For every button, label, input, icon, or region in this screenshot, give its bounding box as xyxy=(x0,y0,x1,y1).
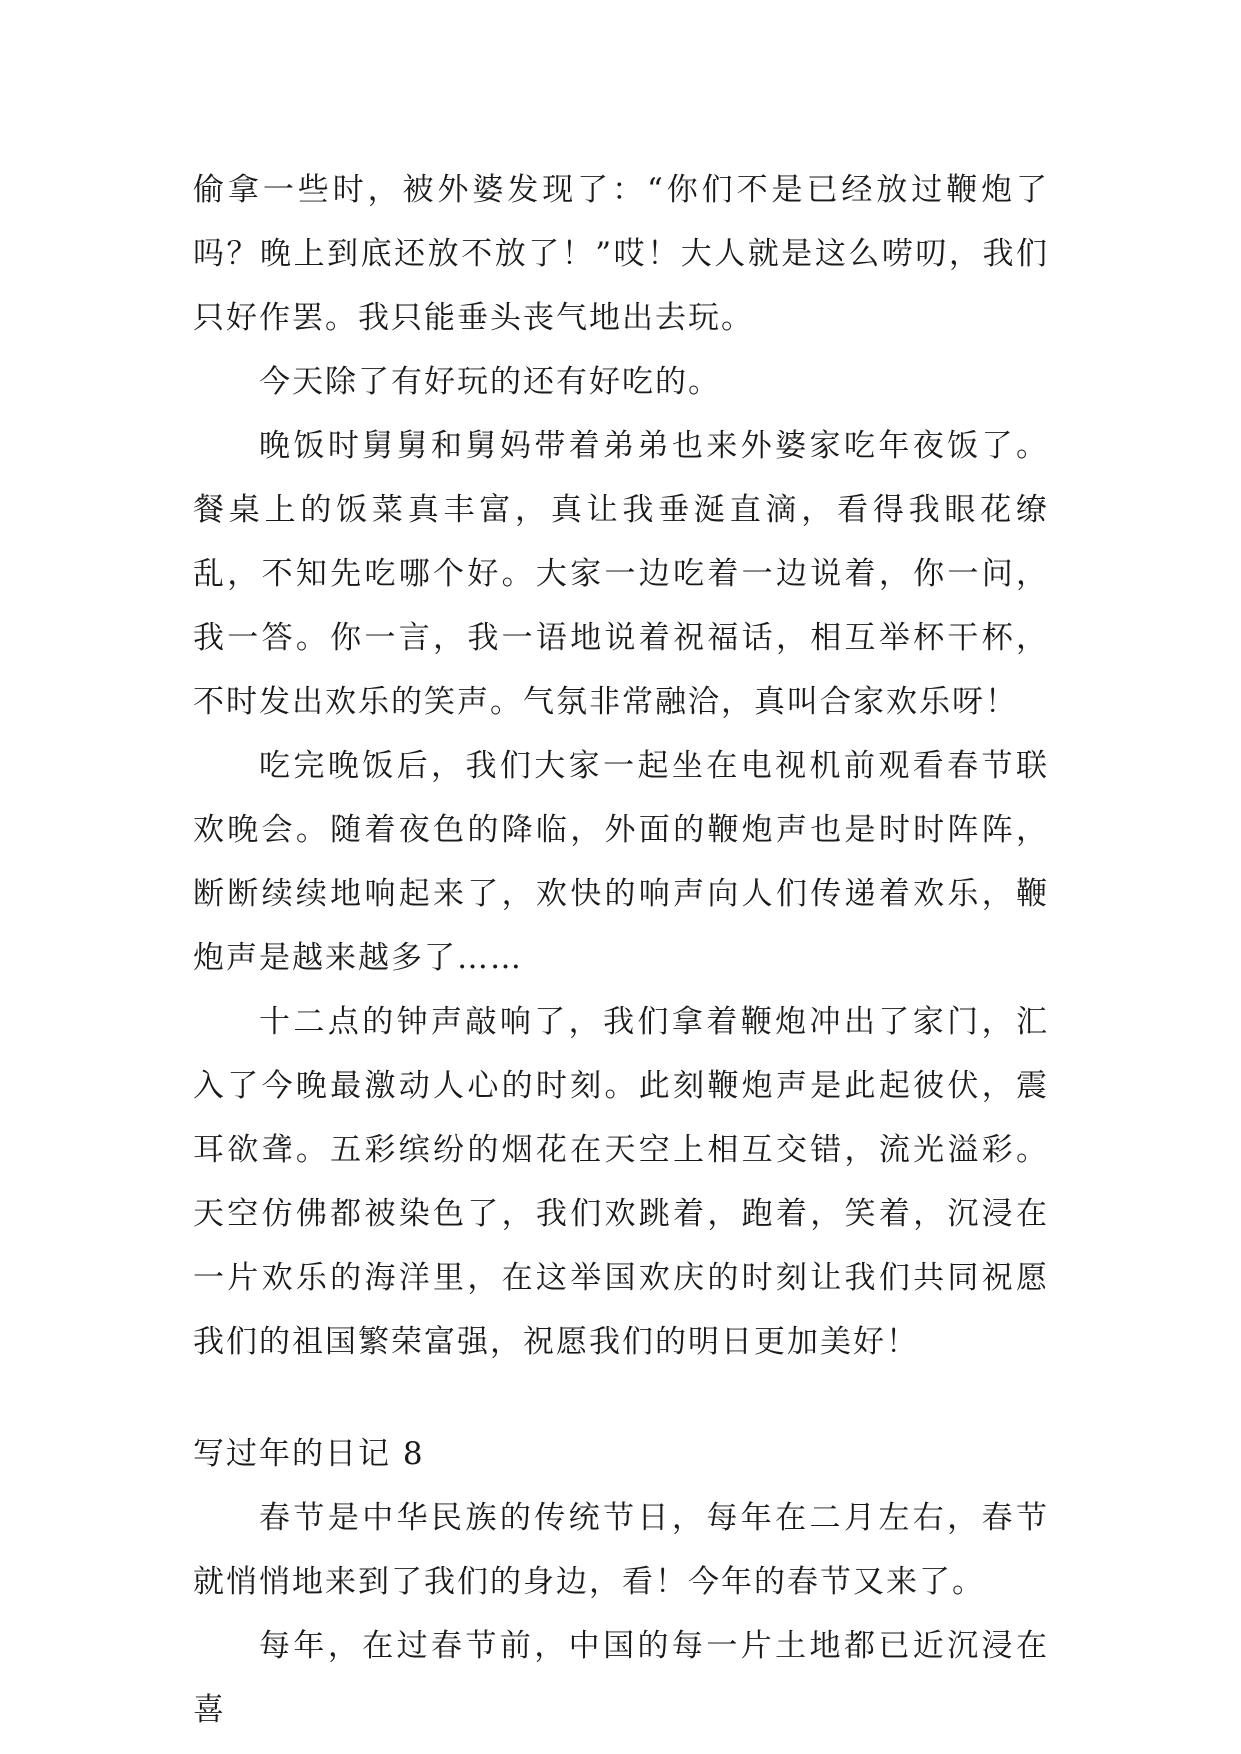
paragraph-7: 每年，在过春节前，中国的每一片土地都已近沉浸在喜 xyxy=(193,1628,1049,1728)
paragraph-6: 春节是中华民族的传统节日，每年在二月左右，春节就悄悄地来到了我们的身边，看！今年的春节又来了。 xyxy=(193,1500,1049,1600)
paragraph-3: 晚饭时舅舅和舅妈带着弟弟也来外婆家吃年夜饭了。餐桌上的饭菜真丰富，真让我垂涎直滴，看得我眼花缭乱，不知先吃哪个好。大家一边吃着一边说着，你一问，我一答。你一言，我一语地说着祝福话，相互举杯干杯，不时发出欢乐的笑声。气氛非常融洽，真叫合家欢乐呀！ xyxy=(193,428,1049,720)
paragraph-5: 十二点的钟声敲响了，我们拿着鞭炮冲出了家门，汇入了今晚最激动人心的时刻。此刻鞭炮声是此起彼伏，震耳欲聋。五彩缤纷的烟花在天空上相互交错，流光溢彩。天空仿佛都被染色了，我们欢跳着，跑着，笑着，沉浸在一片欢乐的海洋里，在这举国欢庆的时刻让我们共同祝愿我们的祖国繁荣富强，祝愿我们的明日更加美好！ xyxy=(193,1004,1049,1360)
paragraph-1: 偷拿一些时，被外婆发现了：“你们不是已经放过鞭炮了吗？晚上到底还放不放了！”哎！大人就是这么唠叨，我们只好作罢。我只能垂头丧气地出去玩。 xyxy=(193,172,1049,336)
section-heading: 写过年的日记 8 xyxy=(193,1436,425,1472)
document-body xyxy=(193,158,1049,1742)
paragraph-4: 吃完晚饭后，我们大家一起坐在电视机前观看春节联欢晚会。随着夜色的降临，外面的鞭炮声也是时时阵阵，断断续续地响起来了，欢快的响声向人们传递着欢乐，鞭炮声是越来越多了…… xyxy=(193,748,1049,976)
paragraph-2: 今天除了有好玩的还有好吃的。 xyxy=(259,364,721,400)
